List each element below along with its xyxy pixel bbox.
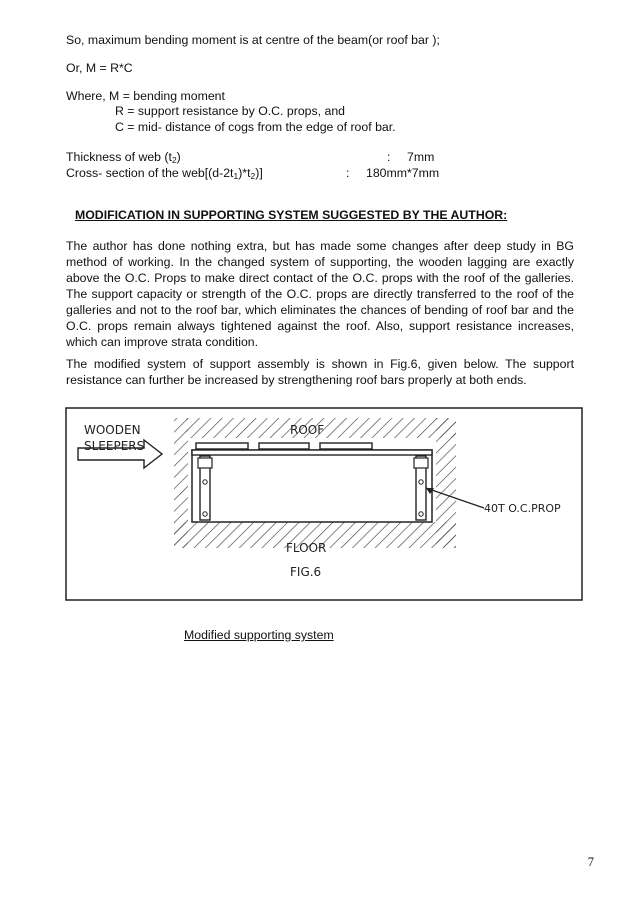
thickness-value: 7mm	[407, 150, 435, 164]
fig6-diagram	[64, 406, 584, 602]
wooden-label: WOODEN	[84, 423, 141, 437]
sleeper-middle	[259, 443, 309, 449]
body-paragraph-1: The author has done nothing extra, but has made some changes after deep study in BG method of working. In the changed system of supporting, the wooden lagging are exactly above the O.C. Props to make direct contact of the O.C. props with the roof of the galleries. The support capacity or strength of the O.C. props are directly transferred to the roof of the galleries and not to the roof bar, which eliminates the chances of bending of roof bar and the O.C. props remain always tightened against the roof. Also, support resistance increases, which can improve strata condition.	[66, 239, 574, 349]
where-r-line: R = support resistance by O.C. props, and	[115, 104, 345, 118]
sleeper-right	[320, 443, 372, 449]
sleeper-left	[196, 443, 248, 449]
page-number: 7	[587, 855, 594, 869]
roof-bar	[192, 450, 432, 455]
cross-section-sep: :	[346, 166, 350, 180]
roof-label: ROOF	[290, 423, 325, 437]
formula-line: Or, M = R*C	[66, 61, 133, 75]
prop-label: 40T O.C.PROP	[484, 502, 561, 515]
section-heading: MODIFICATION IN SUPPORTING SYSTEM SUGGESTED BY THE AUTHOR:	[75, 208, 508, 222]
where-m-line: Where, M = bending moment	[66, 89, 225, 103]
where-c-line: C = mid- distance of cogs from the edge of roof bar.	[115, 120, 396, 134]
sleepers-label: SLEEPERS	[84, 439, 145, 453]
fig-label: FIG.6	[290, 565, 322, 579]
thickness-label: Thickness of web $(t_2)$	[66, 150, 181, 165]
gallery-opening	[192, 450, 432, 522]
intro-line: So, maximum bending moment is at centre of the beam(or roof bar );	[66, 33, 440, 47]
body-paragraph-2: The modified system of support assembly is shown in Fig.6, given below. The support resistance can further be increased by strengthening roof bars properly at both ends.	[66, 357, 574, 387]
floor-label: FLOOR	[286, 541, 327, 555]
figure-caption: Modified supporting system	[184, 628, 334, 642]
cross-section-label: Cross- section of the $web[(d-2t_1)*t_2)$]	[66, 166, 263, 181]
cross-section-value: 180mm*7mm	[366, 166, 440, 180]
thickness-sep: :	[387, 150, 391, 164]
